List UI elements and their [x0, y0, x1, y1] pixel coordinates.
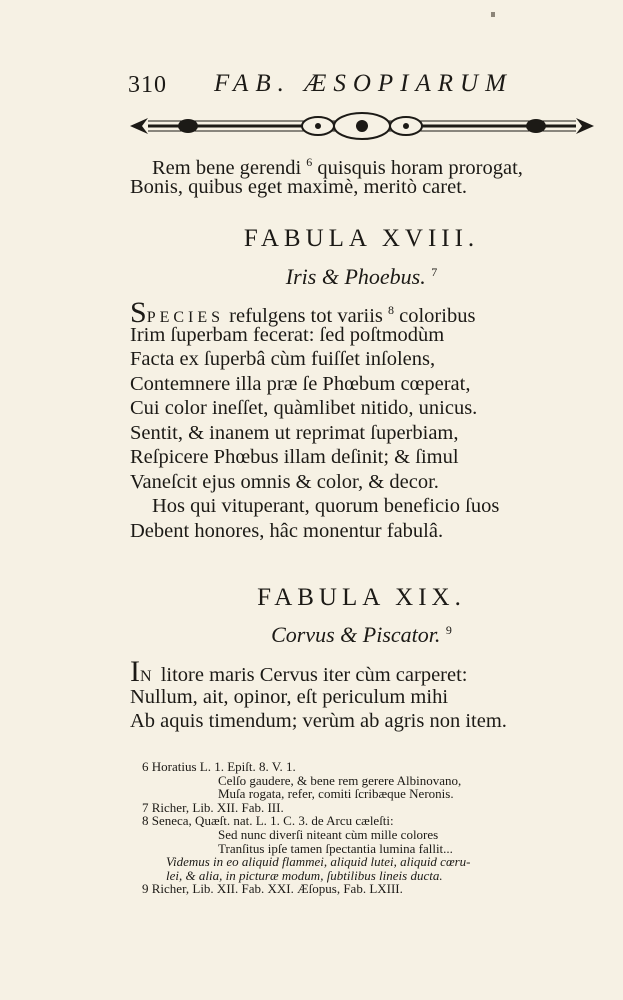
footnote-ref: 8 [388, 303, 394, 317]
footnote-line: 6 Horatius L. 1. Epiſt. 8. V. 1. [142, 759, 296, 774]
footnotes [142, 760, 471, 896]
ornament-rule [128, 108, 596, 144]
scan-mark [491, 12, 495, 17]
moral-line: Debent honores, hâc monentur fabulâ. [130, 519, 444, 542]
opening-verses [130, 150, 523, 199]
footnote-line: 7 Richer, Lib. XII. Fab. III. [142, 799, 284, 815]
verse-line: Vaneſcit ejus omnis & color, & decor. [130, 470, 439, 493]
fable-title: FABULA XVIII. [243, 225, 480, 252]
verse-line: Nullum, ait, opinor, eſt periculum mihi [130, 685, 449, 708]
footnote-line: 8 Seneca, Quæſt. nat. L. 1. C. 3. de Arcu cæleſti: [142, 813, 394, 829]
footnote-line: Tranſitus ipſe tamen ſpectantia lumina fallit... [218, 840, 453, 856]
fable-title: FABULA XIX. [257, 584, 466, 611]
footnote-line: lei, & alia, in picturæ modum, ſubtilibus lineis ducta. [166, 867, 443, 883]
verse-line: Reſpicere Phœbus illam deſinit; & ſimul [130, 446, 459, 468]
verse-line: Bonis, quibus eget maximè, meritò caret. [130, 175, 468, 198]
footnote-ref: 9 [445, 623, 452, 637]
footnote-line: Muſa rogata, refer, comiti ſcribæque Neronis. [218, 786, 454, 802]
verse-line: Facta ex ſuperbâ cùm fuiſſet inſolens, [130, 348, 436, 370]
verse-line: Sentit, & inanem ut reprimat ſuperbiam, [130, 421, 459, 444]
page-number: 310 [128, 72, 167, 98]
footnote-line: Videmus in eo aliquid flammei, aliquid lutei, aliquid cœru- [166, 854, 471, 870]
verse-line: IN litore maris Cervus iter cùm carperet: [130, 655, 468, 688]
running-header [128, 70, 568, 100]
running-title: FAB. ÆSOPIARUM [214, 70, 513, 97]
verse-line: Irim ſuperbam fecerat: ſed poſtmodùm [130, 323, 445, 346]
footnote-ref: 6 [306, 155, 313, 169]
verse-line: SPECIES refulgens tot variis $^8$ coloribus [130, 296, 476, 329]
initial-capital: I [130, 655, 140, 688]
verse-line: Cui color ineſſet, quàmlibet nitido, unicus. [130, 397, 478, 419]
verse-line: Rem bene gerendi $^6$ quisquis horam prorogat, [152, 155, 523, 179]
fable-verses [130, 298, 499, 543]
fable-verses [130, 655, 507, 734]
footnote-line: 9 Richer, Lib. XII. Fab. XXI. Æſopus, Fab. LXIII. [142, 881, 403, 897]
fable-subtitle: Iris & Phoebus. $^7$ [285, 264, 438, 289]
footnote-line: Sed nunc diverſi niteant cùm mille colores [218, 826, 439, 842]
footnote-ref: 7 [431, 265, 438, 279]
moral-line: Hos qui vituperant, quorum beneficio ſuos [152, 495, 500, 517]
verse-line: Contemnere illa præ ſe Phœbum cœperat, [130, 372, 471, 395]
footnote-line: Celſo gaudere, & bene rem gerere Albinovano, [218, 772, 462, 788]
verse-line: Ab aquis timendum; verùm ab agris non item. [130, 710, 507, 732]
fable-subtitle: Corvus & Piscator. $^9$ [271, 622, 452, 647]
initial-capital: S [130, 296, 147, 329]
